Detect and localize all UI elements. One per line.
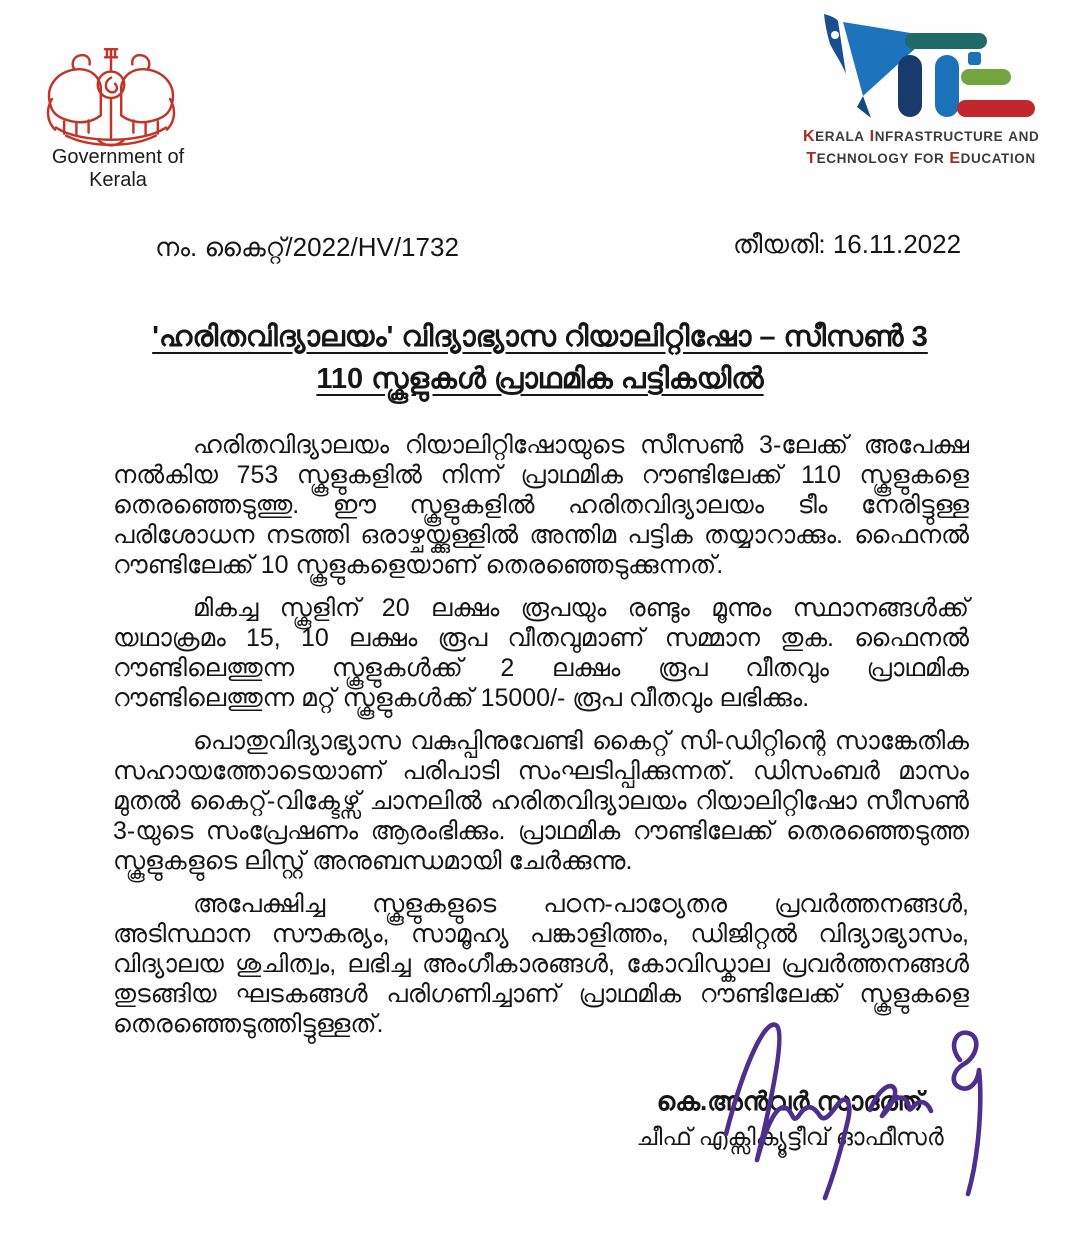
reference-number: നം. കൈറ്റ്/2022/HV/1732 xyxy=(155,232,459,262)
kite-logo-icon xyxy=(805,14,1037,118)
kite-wordmark-line1: KERALA INFRASTRUCTURE AND xyxy=(803,128,1040,145)
kite-wordmark-line2: TECHNOLOGY FOR EDUCATION xyxy=(806,150,1036,167)
paragraph-1: ഹരിതവിദ്യാലയം റിയാലിറ്റിഷോയുടെ സീസൺ 3-ലേക്ക് അപേക്ഷ നൽകിയ 753 സ്കൂളുകളിൽ നിന്ന് പ്രാഥമിക റൗണ്ടിലേക്ക് 110 സ്കൂളുകളെ തെരഞ്ഞെടുത്തു. ഈ സ്കൂളുകളിൽ ഹരിതവിദ്യാലയം ടീം നേരിട്ടുള്ള പരിശോധന നടത്തി ഒരാഴ്ചയ്ക്കുള്ളിൽ അന്തിമ പട്ടിക തയ്യാറാക്കും. ഫൈനൽ റൗണ്ടിലേക്ക് 10 സ്കൂളുകളെയാണ് തെരഞ്ഞെടുക്കുന്നത്. xyxy=(113,431,969,579)
title-line-2: 110 സ്കൂളുകൾ പ്രാഥമിക പട്ടികയിൽ xyxy=(316,363,764,395)
government-of-kerala-caption: Government of Kerala xyxy=(51,146,185,191)
document-title xyxy=(0,316,1080,400)
document-body xyxy=(113,430,969,1052)
title-line-1: 'ഹരിതവിദ്യാലയം' വിദ്യാഭ്യാസ റിയാലിറ്റിഷോ – സീസൺ 3 xyxy=(152,321,928,353)
kite-logo xyxy=(803,14,1039,167)
paragraph-3: പൊതുവിദ്യാഭ്യാസ വകുപ്പിനുവേണ്ടി കൈറ്റ് സി-ഡിറ്റിന്റെ സാങ്കേതിക സഹായത്തോടെയാണ് പരിപാടി സംഘടിപ്പിക്കുന്നത്. ഡിസംബർ മാസം മുതൽ കൈറ്റ്-വിക്ടേഴ്സ് ചാനലിൽ ഹരിതവിദ്യാലയം റിയാലിറ്റിഷോ സീസൺ 3-യുടെ സംപ്രേഷണം ആരംഭിക്കും. പ്രാഥമിക റൗണ്ടിലേക്ക് തെരഞ്ഞെടുത്ത സ്കൂളുകളുടെ ലിസ്റ്റ് അനുബന്ധമായി ചേർക്കുന്നു. xyxy=(113,727,969,875)
signatory-designation: ചീഫ് എക്സിക്യൂട്ടീവ് ഓഫീസർ xyxy=(636,1124,944,1151)
kerala-emblem-icon xyxy=(36,40,186,152)
document-date: തീയതി: 16.11.2022 xyxy=(733,229,962,259)
paragraph-4: അപേക്ഷിച്ച സ്കൂളുകളുടെ പഠന-പാഠ്യേതര പ്രവർത്തനങ്ങൾ, അടിസ്ഥാന സൗകര്യം, സാമൂഹ്യ പങ്കാളിത്തം, ഡിജിറ്റൽ വിദ്യാഭ്യാസം, വിദ്യാലയ ശുചിത്വം, ലഭിച്ച അംഗീകാരങ്ങൾ, കോവിഡ്കാല പ്രവർത്തനങ്ങൾ തുടങ്ങിയ ഘടകങ്ങൾ പരിഗണിച്ചാണ് പ്രാഥമിക റൗണ്ടിലേക്ക് സ്കൂളുകളെ തെരഞ്ഞെടുത്തിട്ടുള്ളത്. xyxy=(113,890,969,1038)
paragraph-2: മികച്ച സ്കൂളിന് 20 ലക്ഷം രൂപയും രണ്ടും മൂന്നും സ്ഥാനങ്ങൾക്ക് യഥാക്രമം 15, 10 ലക്ഷം രൂപ വീതവുമാണ് സമ്മാന തുക. ഫൈനൽ റൗണ്ടിലെത്തുന്ന സ്കൂളുകൾക്ക് 2 ലക്ഷം രൂപ വീതവും പ്രാഥമിക റൗണ്ടിലെത്തുന്ന മറ്റ് സ്കൂളുകൾക്ക് 15000/- രൂപ വീതവും ലഭിക്കും. xyxy=(113,594,969,712)
signatory-name: കെ.അൻവർ സാദത്ത് xyxy=(656,1086,924,1116)
signature-ink-icon xyxy=(698,1002,988,1202)
